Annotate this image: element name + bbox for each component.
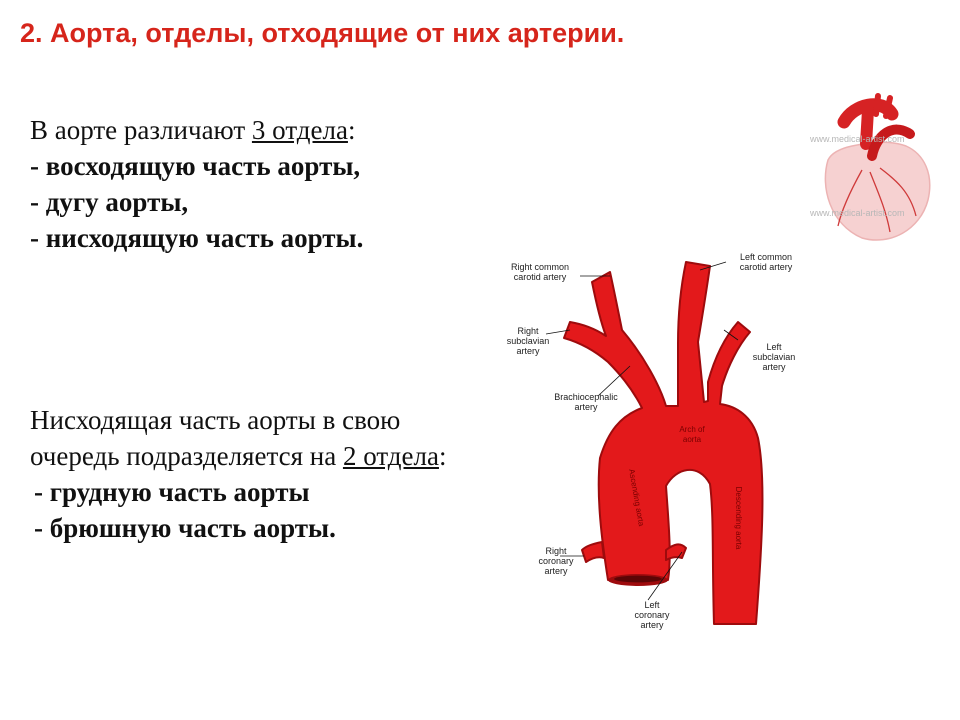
label-right-coronary-2: coronary <box>538 556 574 566</box>
line2-prefix: очередь подразделяется на <box>30 441 343 471</box>
label-descending-aorta: Descending aorta <box>734 486 743 550</box>
aorta-sections-intro <box>30 112 363 148</box>
descending-aorta-text <box>30 402 446 546</box>
descending-intro-line2 <box>30 438 446 474</box>
heart-thumbnail-image <box>806 92 940 244</box>
label-right-subclavian-3: artery <box>516 346 540 356</box>
descending-intro-line1: Нисходящая часть аорты в свою <box>30 405 401 435</box>
intro-underlined: 3 отдела <box>251 115 348 145</box>
list-item: - нисходящую часть аорты. <box>30 223 364 253</box>
list-item: - грудную часть аорты <box>34 477 310 507</box>
label-right-coronary-3: artery <box>544 566 568 576</box>
label-left-coronary-3: artery <box>640 620 664 630</box>
label-arch-2: aorta <box>682 435 702 444</box>
label-left-subclavian-3: artery <box>762 362 786 372</box>
line2-suffix: : <box>438 441 447 471</box>
label-right-subclavian-2: subclavian <box>506 336 550 346</box>
label-right-common-carotid-2: carotid artery <box>513 272 567 282</box>
label-right-subclavian-1: Right <box>517 326 539 336</box>
aorta-shape <box>564 262 762 624</box>
label-left-subclavian-2: subclavian <box>752 352 796 362</box>
slide-title: 2. Аорта, отделы, отходящие от них артерии. <box>20 18 625 48</box>
label-left-coronary-1: Left <box>644 600 660 610</box>
label-brachiocephalic-1: Brachiocephalic <box>554 392 618 402</box>
intro-prefix: В аорте различают <box>30 115 252 145</box>
intro-suffix: : <box>347 115 356 145</box>
label-ascending-aorta: Ascending aorta <box>627 468 646 527</box>
aorta-sections-text <box>30 112 363 256</box>
aorta-diagram <box>500 246 810 646</box>
watermark-top: www.medical-artist.com <box>810 134 905 144</box>
label-left-coronary-2: coronary <box>634 610 670 620</box>
line2-underlined: 2 отдела <box>342 441 439 471</box>
list-item: - восходящую часть аорты, <box>30 151 361 181</box>
label-left-common-carotid-1: Left common <box>739 252 793 262</box>
label-brachiocephalic-2: artery <box>574 402 598 412</box>
list-item: - брюшную часть аорты. <box>34 513 336 543</box>
list-item: - дугу аорты, <box>30 187 189 217</box>
label-right-coronary-1: Right <box>545 546 567 556</box>
label-left-common-carotid-2: carotid artery <box>739 262 793 272</box>
label-arch-1: Arch of <box>679 425 705 434</box>
watermark-bottom: www.medical-artist.com <box>810 208 905 218</box>
label-right-common-carotid-1: Right common <box>510 262 570 272</box>
label-left-subclavian-1: Left <box>766 342 782 352</box>
